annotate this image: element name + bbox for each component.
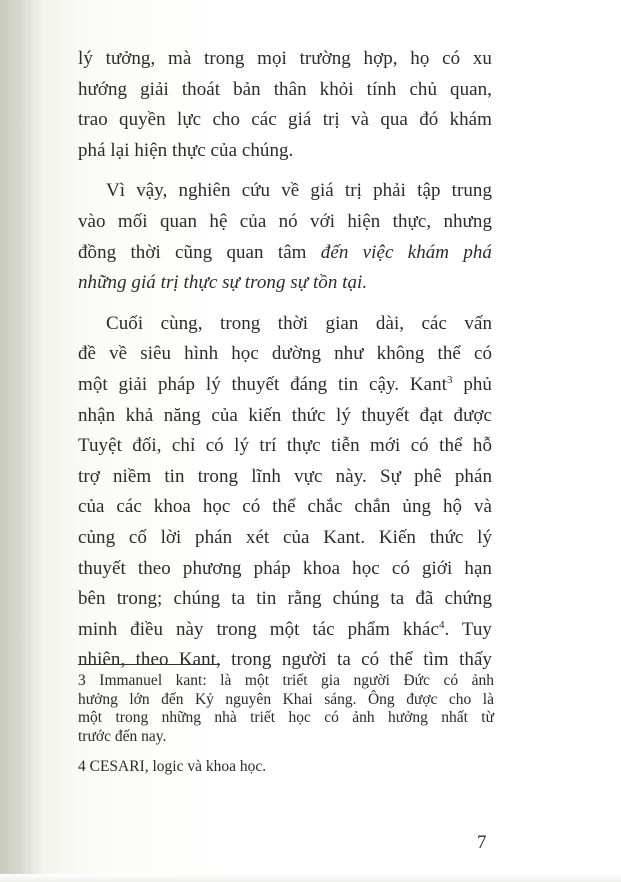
footnote-3 [78, 672, 494, 746]
text-segment: minh điều này trong một tác phẩm khác [78, 618, 439, 640]
text-line: bên trong; chúng ta tin rằng chúng ta đã chứng [78, 588, 492, 610]
footnote-ref-3[interactable]: 3 [446, 373, 453, 386]
text-line: hướng giải thoát bản thân khỏi tính chủ quan, [78, 78, 492, 100]
footnote-line: trước đến nay. [78, 727, 167, 745]
footnote-line: một trong những nhà triết học có ảnh hưởng nhất từ [78, 709, 494, 726]
text-line [78, 238, 492, 269]
paragraph-2 [78, 176, 492, 298]
text-line: phá lại hiện thực của chúng. [78, 139, 294, 161]
text-line: Cuối cùng, trong thời gian dài, các vấn [106, 312, 492, 334]
text-line: thuyết theo phương pháp khoa học có giới hạn [78, 557, 492, 579]
page-number: 7 [477, 832, 487, 853]
text-line: nhận khả năng của kiến thức lý thuyết đạt được [78, 404, 492, 426]
text-line [78, 370, 492, 401]
text-line: lý tưởng, mà trong mọi trường hợp, họ có xu [78, 48, 492, 69]
text-segment: một giải pháp lý thuyết đáng tin cậy. Kant [78, 373, 447, 395]
text-line: của các khoa học có thể chắc chắn ủng hộ và [78, 496, 492, 518]
footnotes [78, 672, 494, 789]
footnote-ref-4[interactable]: 4 [438, 618, 445, 631]
text-segment: . Tuy [444, 618, 492, 640]
text-line: Tuyệt đối, chỉ có lý trí thực tiễn mới có thể hỗ [78, 435, 492, 457]
text-line: đề về siêu hình học dường như không thể có [78, 343, 492, 365]
book-spine-shadow [0, 0, 46, 882]
paragraph-1 [78, 44, 492, 166]
text-segment: đồng thời cũng quan tâm [78, 241, 307, 263]
text-line: nhiên, theo Kant, trong người ta có thể tìm thấy [78, 649, 492, 671]
text-line: trợ niềm tin trong lĩnh vực này. Sự phê phán [78, 465, 492, 487]
footnote-line: hưởng lớn đến Kỷ nguyên Khai sáng. Ông được cho là [78, 690, 494, 708]
italic-text: đến việc khám phá [320, 241, 492, 263]
paragraph-3 [78, 309, 492, 676]
main-text [78, 44, 492, 686]
text-line: củng cố lời phán xét của Kant. Kiến thức lý [78, 526, 492, 548]
text-line: trao quyền lực cho các giá trị và qua đó khám [78, 109, 492, 131]
footnote-4 [78, 758, 494, 777]
text-segment: phủ [463, 373, 492, 395]
text-line [78, 615, 492, 646]
text-line [78, 268, 492, 299]
footnote-line: 3 Immanuel kant: là một triết gia người Đức có ảnh [78, 672, 494, 689]
footnote-line: 4 CESARI, logic và khoa học. [78, 758, 267, 775]
text-line: vào mối quan hệ của nó với hiện thực, nhưng [78, 210, 492, 232]
footnote-divider [78, 664, 220, 665]
page-bottom-edge [0, 874, 621, 882]
text-line: Vì vậy, nghiên cứu về giá trị phải tập trung [106, 180, 492, 202]
italic-text: những giá trị thực sự trong sự tồn tại. [78, 272, 368, 294]
